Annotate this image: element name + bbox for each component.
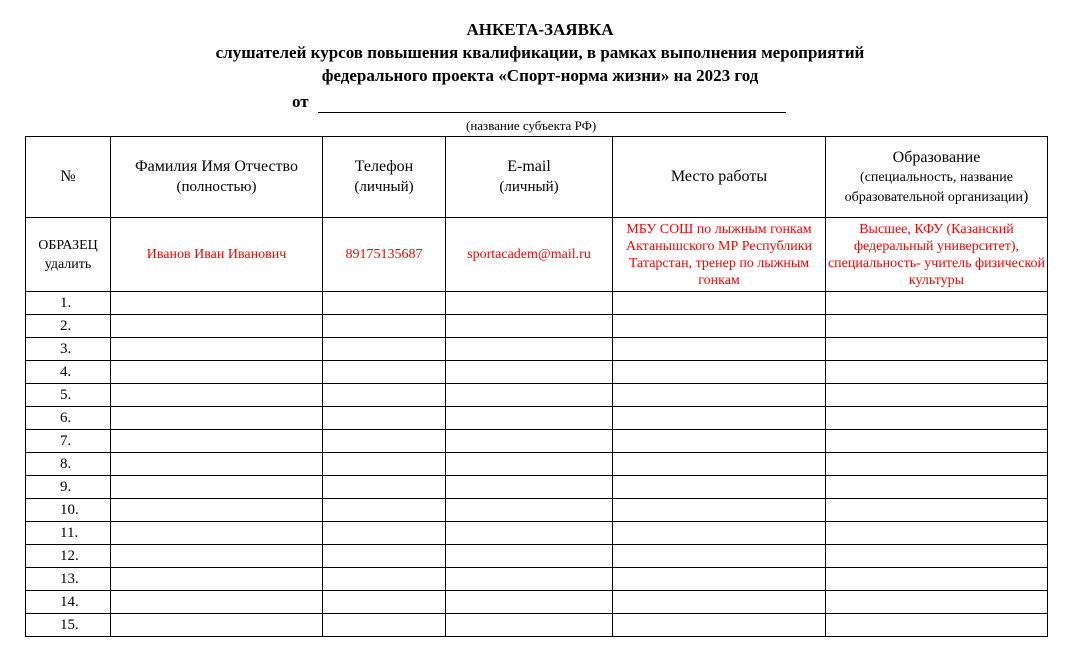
phone-cell[interactable]	[323, 407, 446, 430]
name-cell[interactable]	[111, 522, 323, 545]
email-cell[interactable]	[446, 407, 613, 430]
email-cell[interactable]	[446, 338, 613, 361]
email-cell[interactable]	[446, 453, 613, 476]
education-cell[interactable]	[826, 522, 1048, 545]
sample-email: sportacadem@mail.ru	[446, 218, 613, 292]
row-number: 11.	[26, 522, 111, 545]
name-cell[interactable]	[111, 499, 323, 522]
email-cell[interactable]	[446, 384, 613, 407]
row-number: 10.	[26, 499, 111, 522]
table-row	[26, 453, 1048, 476]
header-education-sub-text: (специальность, название образовательной организации	[844, 169, 1024, 205]
email-cell[interactable]	[446, 292, 613, 315]
email-cell[interactable]	[446, 545, 613, 568]
email-cell[interactable]	[446, 568, 613, 591]
table-row	[26, 568, 1048, 591]
header-workplace: Место работы	[613, 137, 826, 218]
document-subtitle-line2: федерального проекта «Спорт-норма жизни» на 2023 год	[321, 66, 759, 85]
name-cell[interactable]	[111, 591, 323, 614]
workplace-cell[interactable]	[613, 338, 826, 361]
header-name-sub: (полностью)	[176, 179, 257, 195]
sample-label-cell	[26, 218, 111, 292]
sample-education: Высшее, КФУ (Казанский федеральный университет), специальность- учитель физической культуры	[826, 218, 1048, 292]
header-email	[446, 137, 613, 218]
education-cell[interactable]	[826, 499, 1048, 522]
education-cell[interactable]	[826, 361, 1048, 384]
phone-cell[interactable]	[323, 292, 446, 315]
workplace-cell[interactable]	[613, 407, 826, 430]
header-education-sub	[826, 168, 1047, 207]
phone-cell[interactable]	[323, 545, 446, 568]
education-cell[interactable]	[826, 430, 1048, 453]
header-phone-sub: (личный)	[354, 179, 414, 195]
phone-cell[interactable]	[323, 499, 446, 522]
education-cell[interactable]	[826, 453, 1048, 476]
header-education	[826, 137, 1048, 218]
workplace-cell[interactable]	[613, 545, 826, 568]
table-row	[26, 292, 1048, 315]
education-cell[interactable]	[826, 315, 1048, 338]
table-row	[26, 522, 1048, 545]
workplace-cell[interactable]	[613, 499, 826, 522]
document-subtitle-line1: слушателей курсов повышения квалификации, в рамках выполнения мероприятий	[215, 43, 865, 62]
row-number: 1.	[26, 292, 111, 315]
application-table	[25, 136, 1048, 637]
name-cell[interactable]	[111, 453, 323, 476]
email-cell[interactable]	[446, 591, 613, 614]
sample-label-line1: ОБРАЗЕЦ	[38, 237, 98, 253]
row-number: 2.	[26, 315, 111, 338]
sample-row	[26, 218, 1048, 292]
education-cell[interactable]	[826, 384, 1048, 407]
name-cell[interactable]	[111, 545, 323, 568]
table-row	[26, 384, 1048, 407]
sample-label-line2: удалить	[44, 256, 92, 272]
sample-phone: 89175135687	[323, 218, 446, 292]
name-cell[interactable]	[111, 315, 323, 338]
education-cell[interactable]	[826, 545, 1048, 568]
row-number: 3.	[26, 338, 111, 361]
table-row	[26, 614, 1048, 637]
phone-cell[interactable]	[323, 361, 446, 384]
workplace-cell[interactable]	[613, 522, 826, 545]
header-email-label: E-mail	[507, 158, 551, 175]
education-cell[interactable]	[826, 568, 1048, 591]
email-cell[interactable]	[446, 315, 613, 338]
document-heading	[0, 18, 1065, 87]
name-cell[interactable]	[111, 384, 323, 407]
phone-cell[interactable]	[323, 614, 446, 637]
row-number: 9.	[26, 476, 111, 499]
table-row	[26, 476, 1048, 499]
row-number: 5.	[26, 384, 111, 407]
email-cell[interactable]	[446, 361, 613, 384]
workplace-cell[interactable]	[613, 292, 826, 315]
education-cell[interactable]	[826, 338, 1048, 361]
sample-name: Иванов Иван Иванович	[111, 218, 323, 292]
workplace-cell[interactable]	[613, 476, 826, 499]
table-row	[26, 361, 1048, 384]
header-name-label: Фамилия Имя Отчество	[134, 158, 298, 175]
workplace-cell[interactable]	[613, 361, 826, 384]
subject-input-line[interactable]	[318, 112, 786, 113]
header-row	[26, 137, 1048, 218]
sample-workplace: МБУ СОШ по лыжным гонкам Актанышского МР Республики Татарстан, тренер по лыжным гонкам	[613, 218, 826, 292]
workplace-cell[interactable]	[613, 315, 826, 338]
name-cell[interactable]	[111, 476, 323, 499]
workplace-cell[interactable]	[613, 614, 826, 637]
name-cell[interactable]	[111, 430, 323, 453]
phone-cell[interactable]	[323, 338, 446, 361]
email-cell[interactable]	[446, 522, 613, 545]
row-number: 8.	[26, 453, 111, 476]
header-email-sub: (личный)	[499, 179, 559, 195]
email-cell[interactable]	[446, 476, 613, 499]
education-cell[interactable]	[826, 591, 1048, 614]
table-row	[26, 407, 1048, 430]
table-row	[26, 430, 1048, 453]
table-row	[26, 315, 1048, 338]
row-number: 6.	[26, 407, 111, 430]
phone-cell[interactable]	[323, 430, 446, 453]
phone-cell[interactable]	[323, 591, 446, 614]
workplace-cell[interactable]	[613, 568, 826, 591]
email-cell[interactable]	[446, 499, 613, 522]
header-phone-label: Телефон	[354, 158, 414, 175]
row-number: 4.	[26, 361, 111, 384]
phone-cell[interactable]	[323, 315, 446, 338]
table-row	[26, 591, 1048, 614]
phone-cell[interactable]	[323, 453, 446, 476]
workplace-cell[interactable]	[613, 453, 826, 476]
table-row	[26, 499, 1048, 522]
workplace-cell[interactable]	[613, 384, 826, 407]
name-cell[interactable]	[111, 614, 323, 637]
header-phone	[323, 137, 446, 218]
header-name	[111, 137, 323, 218]
name-cell[interactable]	[111, 568, 323, 591]
name-cell[interactable]	[111, 361, 323, 384]
header-num: №	[26, 137, 111, 218]
row-number: 14.	[26, 591, 111, 614]
phone-cell[interactable]	[323, 522, 446, 545]
phone-cell[interactable]	[323, 476, 446, 499]
header-education-label: Образование	[892, 148, 981, 166]
workplace-cell[interactable]	[613, 591, 826, 614]
phone-cell[interactable]	[323, 568, 446, 591]
document-title: АНКЕТА-ЗАЯВКА	[466, 20, 614, 39]
workplace-cell[interactable]	[613, 430, 826, 453]
row-number: 13.	[26, 568, 111, 591]
row-number: 7.	[26, 430, 111, 453]
education-cell[interactable]	[826, 407, 1048, 430]
from-label: от	[292, 92, 309, 111]
phone-cell[interactable]	[323, 384, 446, 407]
subject-caption: (название субъекта РФ)	[466, 118, 597, 133]
header-education-paren: )	[1023, 187, 1029, 205]
table-row	[26, 338, 1048, 361]
education-cell[interactable]	[826, 292, 1048, 315]
table-row	[26, 545, 1048, 568]
email-cell[interactable]	[446, 430, 613, 453]
row-number: 15.	[26, 614, 111, 637]
name-cell[interactable]	[111, 338, 323, 361]
email-cell[interactable]	[446, 614, 613, 637]
education-cell[interactable]	[826, 476, 1048, 499]
row-number: 12.	[26, 545, 111, 568]
name-cell[interactable]	[111, 292, 323, 315]
name-cell[interactable]	[111, 407, 323, 430]
education-cell[interactable]	[826, 614, 1048, 637]
